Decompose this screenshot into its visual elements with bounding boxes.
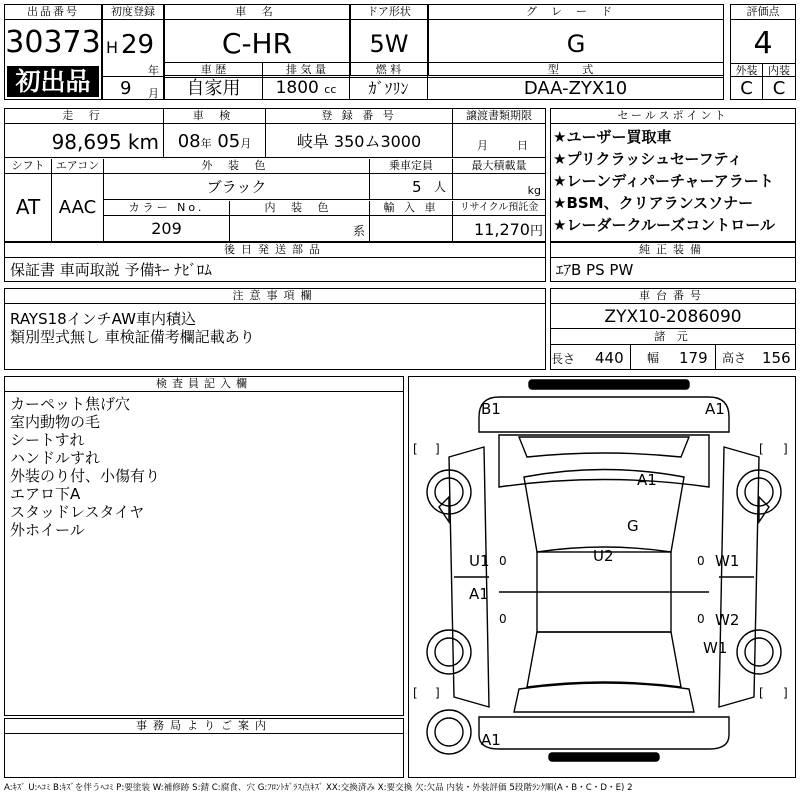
selling-point: ★レーンディパーチャーアラート	[553, 172, 774, 190]
era: H	[106, 38, 119, 57]
damage-mark: W1	[715, 552, 740, 570]
length-cell	[551, 345, 631, 369]
plate-front	[529, 380, 689, 389]
bracket-close: ]	[783, 686, 788, 700]
selling-point: ★レーダークルーズコントロール	[553, 216, 775, 234]
damage-mark: W2	[715, 611, 740, 629]
plate-rear	[549, 753, 659, 761]
legend: A:ｷｽﾞ U:ﾍｺﾐ B:ｷｽﾞを伴うﾍｺﾐ P:要塗装 W:補修跡 S:錆 C:腐食、穴 G:ﾌﾛﾝﾄｶﾞﾗｽ点ｷｽﾞ XX:交換済み X:要交換 欠:欠品 内装・外装評価 5段階ﾗﾝｸ順(A・B・C・D・E) 2	[4, 783, 633, 793]
note-line: 類別型式無し 車検証備考欄記載あり	[10, 328, 255, 346]
recycle-unit: 円	[529, 224, 543, 239]
width: 179	[679, 349, 708, 367]
zero-mark: 0	[697, 612, 705, 626]
import-cell	[370, 216, 453, 241]
selling-point: ★BSM、クリアランスソナー	[553, 194, 754, 212]
capacity: 5	[412, 178, 422, 196]
model-label: 型 式	[428, 63, 723, 78]
inspector-line: エアロ下A	[10, 485, 81, 503]
rear-bumper-outline	[479, 717, 729, 749]
zero-mark: 0	[499, 612, 507, 626]
displacement: 1800	[275, 78, 319, 98]
damage-mark: U1	[469, 552, 490, 570]
recycle: 11,270	[474, 220, 530, 239]
selling-points-list	[551, 126, 795, 236]
equipment-value: ｴｱB PS PW	[556, 261, 634, 279]
displacement-unit: cc	[324, 83, 337, 96]
lot-number: 30373	[5, 25, 101, 60]
damage-mark: A1	[705, 400, 725, 418]
transfer-day-unit: 日	[517, 139, 528, 152]
inspector-line: 室内動物の毛	[10, 413, 101, 431]
note-line: RAYS18インチAW車内積込	[10, 310, 196, 328]
zero-mark: 0	[697, 554, 705, 568]
damage-mark: A1	[469, 585, 489, 603]
bracket-open: [	[413, 442, 418, 456]
zero-mark: 0	[499, 554, 507, 568]
capacity-label: 乗車定員	[370, 159, 453, 174]
specs-label: 諸 元	[551, 330, 795, 345]
inspector-lines	[10, 395, 160, 539]
first-reg-label: 初度登録	[103, 5, 163, 20]
door-label: ドア形状	[351, 5, 427, 20]
inspector-label: 検査員記入欄	[5, 377, 403, 392]
model: DAA-ZYX10	[523, 78, 628, 99]
height-label: 高さ	[722, 351, 747, 365]
chassis-number: ZYX10-2086090	[551, 305, 795, 329]
damage-mark: A1	[481, 731, 501, 749]
recycle-label: リサイクル預託金	[453, 201, 545, 216]
mileage-unit: km	[127, 130, 159, 154]
shift-label: シフト	[5, 159, 52, 174]
length: 440	[595, 349, 624, 367]
reg-number: 岐阜 350ム3000	[266, 124, 453, 158]
fuel-label: 燃 料	[350, 63, 428, 78]
bracket-close: ]	[783, 442, 788, 456]
import-label: 輸 入 車	[370, 201, 453, 216]
inspection-month: 05	[217, 131, 241, 152]
shift: AT	[5, 174, 52, 241]
history: 自家用	[165, 77, 263, 99]
inspection-cell	[164, 124, 266, 158]
year-unit: 年	[148, 64, 159, 77]
car-diagram	[409, 377, 795, 777]
grade-label: グレード	[429, 5, 723, 20]
width-cell	[631, 345, 716, 369]
inspection-month-unit: 月	[240, 137, 252, 150]
reg-label: 登 録 番 号	[266, 109, 453, 124]
first-listing-text: 初出品	[15, 67, 91, 96]
damage-mark: W1	[703, 639, 728, 657]
interior-grade: C	[772, 78, 786, 99]
selling-point: ★ユーザー買取車	[553, 128, 672, 146]
notes-label: 注意事項欄	[5, 289, 545, 304]
length-label: 長さ	[551, 352, 576, 366]
displacement-cell	[263, 77, 350, 99]
color-no-label: カラー No.	[104, 201, 230, 216]
spare-wheel	[427, 710, 471, 754]
selling-point: ★プリクラッシュセーフティ	[553, 150, 743, 168]
first-reg-month: 9	[120, 78, 132, 99]
inspector-line: 外ホイール	[10, 521, 85, 539]
damage-mark: U2	[593, 547, 614, 565]
equipment-label: 純正装備	[551, 243, 795, 258]
notes-lines	[10, 310, 255, 346]
recycle-cell	[453, 216, 545, 241]
door-type: 5W	[369, 30, 409, 58]
mileage: 98,695	[51, 130, 122, 154]
inspector-line: シートすれ	[10, 431, 85, 449]
ac-label: エアコン	[52, 159, 104, 174]
mileage-label: 走 行	[5, 109, 164, 124]
transfer-label: 譲渡書類期限	[453, 109, 545, 124]
height: 156	[762, 349, 791, 367]
inspection-label: 車 検	[164, 109, 266, 124]
inspector-line: ハンドルすれ	[10, 449, 101, 467]
interior-label: 内装	[763, 63, 795, 77]
exterior-grade: C	[731, 77, 763, 99]
hood-outline	[499, 435, 709, 487]
color-label: 外 装 色	[104, 159, 370, 174]
inspection-year: 08	[177, 131, 201, 152]
exterior-label: 外装	[731, 63, 763, 77]
capacity-unit: 人	[434, 180, 447, 194]
load-label: 最大積載量	[453, 159, 545, 174]
damage-mark: B1	[481, 400, 501, 418]
transfer-month-unit: 月	[477, 139, 488, 152]
wheel-rear-right	[737, 630, 781, 674]
interior-color-unit: 系	[230, 216, 370, 241]
trunk-outline	[514, 683, 694, 712]
grade: G	[566, 30, 586, 58]
first-reg-year: 29	[121, 30, 155, 60]
office-label: 事務局よりご案内	[5, 719, 403, 734]
bracket-open: [	[413, 686, 418, 700]
inspector-line: カーペット焦げ穴	[10, 395, 131, 413]
load-unit: kg	[453, 174, 545, 200]
bracket-open: [	[759, 442, 764, 456]
bracket-close: ]	[435, 686, 440, 700]
bracket-open: [	[759, 686, 764, 700]
bracket-close: ]	[435, 442, 440, 456]
later-parts-value: 保証書 車両取説 予備ｷｰ ﾅﾋﾞﾛﾑ	[10, 261, 212, 279]
transfer-cell	[453, 124, 545, 158]
wheel-rear-left	[427, 630, 471, 674]
first-reg-divider	[102, 76, 164, 77]
later-parts-label: 後日発送部品	[5, 243, 545, 258]
selling-points-label: セールスポイント	[551, 109, 795, 124]
damage-mark: G	[627, 517, 639, 535]
inspector-line: 外装のり付、小傷有り	[10, 467, 161, 485]
car-name-label: 車 名	[165, 5, 349, 20]
mileage-cell	[5, 124, 164, 158]
capacity-cell	[370, 174, 453, 200]
ac: AAC	[52, 174, 104, 241]
lot-label: 出品番号	[5, 5, 101, 20]
month-unit: 月	[148, 87, 159, 100]
inspector-line: スタッドレスタイヤ	[10, 503, 145, 521]
inspection-year-unit: 年	[200, 137, 212, 150]
history-label: 車 歴	[165, 63, 263, 78]
chassis-label: 車台番号	[551, 289, 795, 304]
displacement-label: 排 気 量	[263, 63, 350, 78]
interior-color-label: 内 装 色	[230, 201, 370, 216]
rear-window-outline	[527, 632, 681, 687]
width-label: 幅	[647, 351, 660, 365]
height-cell	[716, 345, 795, 369]
score-label: 評価点	[731, 5, 795, 20]
score: 4	[753, 26, 773, 61]
color-no: 209	[104, 216, 230, 241]
fuel: ｶﾞｿﾘﾝ	[350, 77, 428, 99]
car-name: C-HR	[221, 27, 293, 60]
damage-mark: A1	[637, 471, 657, 489]
exterior-color: ブラック	[104, 174, 370, 200]
front-bumper-outline	[479, 397, 729, 432]
